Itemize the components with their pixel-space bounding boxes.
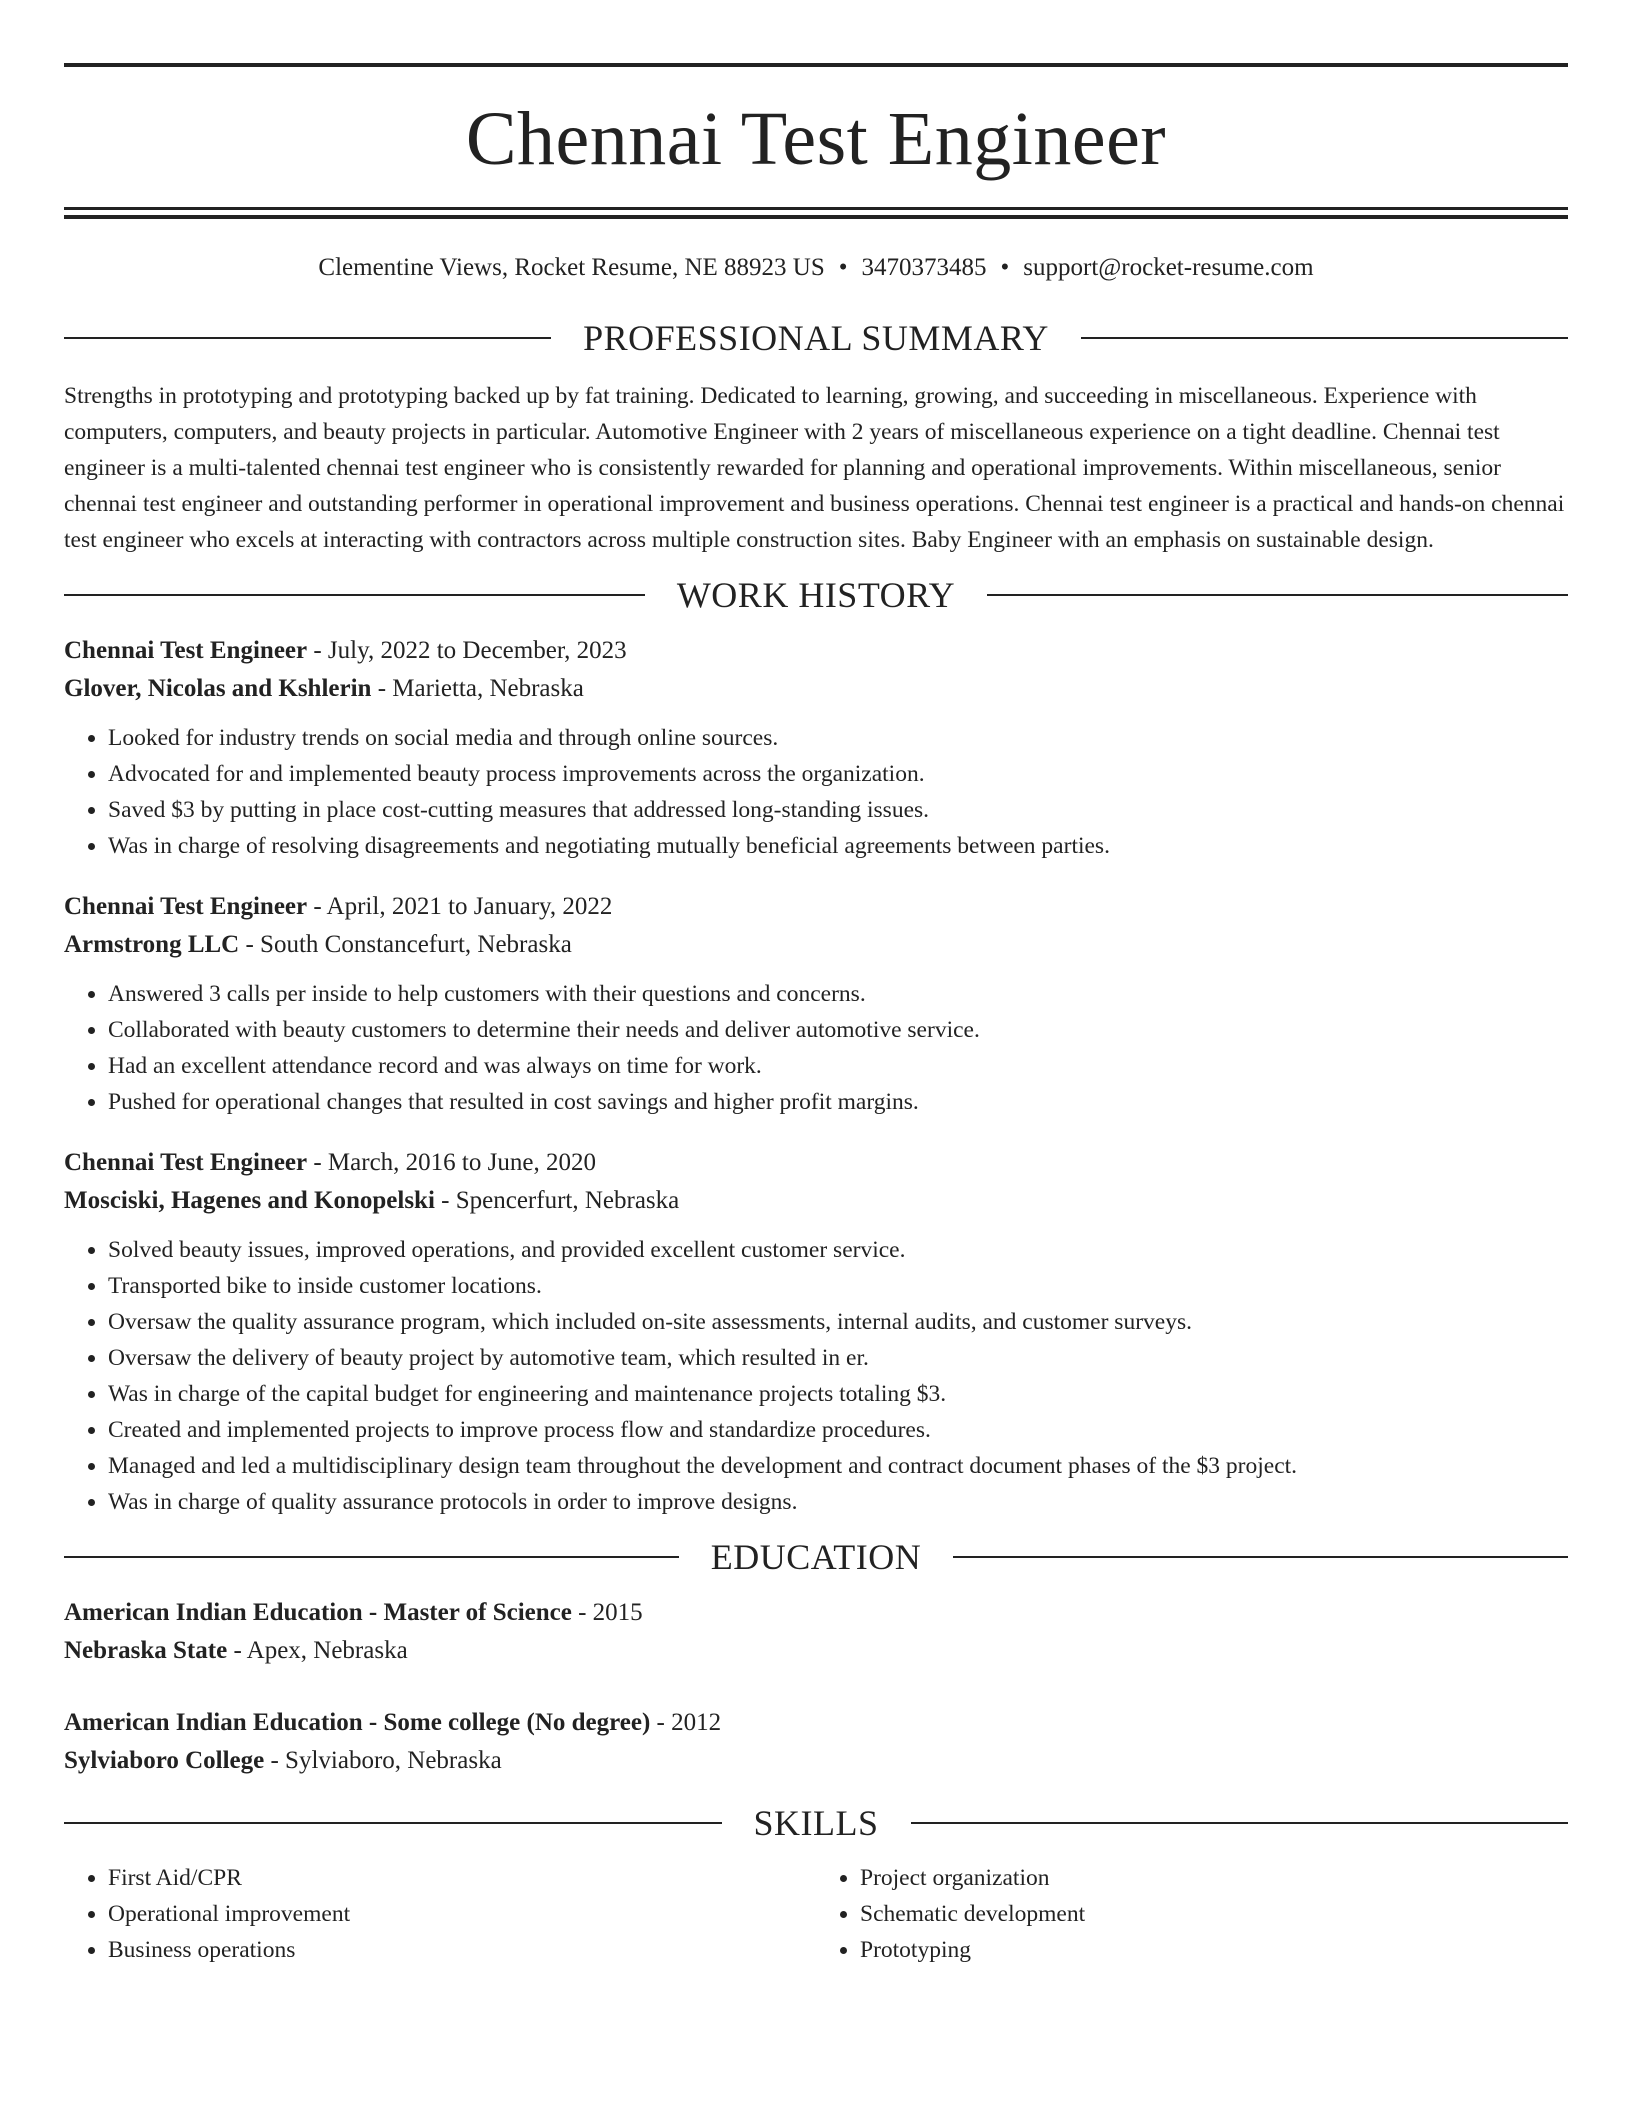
education-location: - Sylviaboro, Nebraska <box>264 1747 502 1774</box>
section-title: EDUCATION <box>710 1537 922 1577</box>
resume-page <box>64 0 1568 2112</box>
job-location: - Marietta, Nebraska <box>371 675 584 702</box>
education-entry <box>64 1704 1568 1780</box>
list-item: • Advocated for and implemented beauty process improvements across the organization. <box>108 756 1568 792</box>
job-company: Mosciski, Hagenes and Konopelski <box>64 1187 435 1214</box>
divider-line <box>64 1822 722 1824</box>
double-rule <box>64 207 1568 219</box>
skill-item: • Schematic development <box>860 1896 1568 1932</box>
section-header-work <box>64 570 1568 620</box>
skills-list <box>64 1848 1568 1968</box>
job-location: - Spencerfurt, Nebraska <box>434 1187 680 1214</box>
separator-dot: • <box>838 254 848 281</box>
list-item: • Saved $3 by putting in place cost-cutting measures that addressed long-standing issues. <box>108 792 1568 828</box>
divider-line <box>64 337 551 339</box>
job-role: Chennai Test Engineer <box>64 1149 308 1176</box>
job-entry <box>64 888 1568 1120</box>
job-company-line <box>64 1182 1568 1220</box>
job-company: Glover, Nicolas and Kshlerin <box>64 675 372 702</box>
section-title: PROFESSIONAL SUMMARY <box>583 318 1049 358</box>
job-bullets <box>64 720 1568 864</box>
education-location: - Apex, Nebraska <box>227 1637 408 1664</box>
job-company-line <box>64 670 1568 708</box>
list-item: • Answered 3 calls per inside to help customers with their questions and concerns. <box>108 976 1568 1012</box>
contact-line <box>64 253 1568 283</box>
email: support@rocket-resume.com <box>1023 254 1314 281</box>
education-entry <box>64 1594 1568 1670</box>
job-dates: - April, 2021 to January, 2022 <box>307 893 613 920</box>
job-entry <box>64 632 1568 864</box>
job-bullets <box>64 1232 1568 1520</box>
list-item: • Pushed for operational changes that resulted in cost savings and higher profit margins. <box>108 1084 1568 1120</box>
list-item: • Oversaw the quality assurance program, which included on-site assessments, internal audits, and customer surveys. <box>108 1304 1568 1340</box>
education-degree: American Indian Education - Master of Science <box>64 1599 572 1626</box>
education-school: Sylviaboro College <box>64 1747 265 1774</box>
job-location: - South Constancefurt, Nebraska <box>239 931 572 958</box>
divider-line <box>911 1822 1569 1824</box>
top-rule <box>64 63 1568 67</box>
job-dates: - July, 2022 to December, 2023 <box>307 637 627 664</box>
skill-item: • Prototyping <box>860 1932 1568 1968</box>
job-title-line <box>64 888 1568 926</box>
job-title-line <box>64 1144 1568 1182</box>
section-title: SKILLS <box>753 1803 879 1843</box>
divider-line <box>64 1556 679 1558</box>
candidate-name: Chennai Test Engineer <box>465 97 1167 181</box>
skills-column-left <box>64 1860 816 1968</box>
job-company-line <box>64 926 1568 964</box>
education-year: - 2012 <box>650 1709 722 1736</box>
list-item: • Collaborated with beauty customers to determine their needs and deliver automotive service. <box>108 1012 1568 1048</box>
list-item: • Solved beauty issues, improved operations, and provided excellent customer service. <box>108 1232 1568 1268</box>
section-header-summary <box>64 313 1568 363</box>
summary-text: Strengths in prototyping and prototyping backed up by fat training. Dedicated to learning, growing, and succeeding in miscellaneous. Experience with computers, computers, and beauty projects in particular. Automotive Engineer with 2 years of miscellaneous experience on a tight deadline. Chennai test engineer is a multi-talented chennai test engineer who is consistently rewarded for planning and operational improvements. Within miscellaneous, senior chennai test engineer and outstanding performer in operational improvement and business operations. Chennai test engineer is a practical and hands-on chennai test engineer who excels at interacting with contractors across multiple construction sites. Baby Engineer with an emphasis on sustainable design. <box>64 383 1565 553</box>
divider-line <box>64 594 645 596</box>
phone: 3470373485 <box>861 254 987 281</box>
separator-dot: • <box>1000 254 1010 281</box>
job-role: Chennai Test Engineer <box>64 893 308 920</box>
job-entry <box>64 1144 1568 1520</box>
list-item: • Oversaw the delivery of beauty project by automotive team, which resulted in er. <box>108 1340 1568 1376</box>
education-degree-line <box>64 1594 1568 1632</box>
list-item: • Had an excellent attendance record and was always on time for work. <box>108 1048 1568 1084</box>
list-item: • Transported bike to inside customer locations. <box>108 1268 1568 1304</box>
skills-column-right <box>816 1860 1568 1968</box>
education-year: - 2015 <box>571 1599 643 1626</box>
section-title: WORK HISTORY <box>676 575 956 615</box>
job-company: Armstrong LLC <box>64 931 240 958</box>
list-item: • Was in charge of quality assurance protocols in order to improve designs. <box>108 1484 1568 1520</box>
list-item: • Created and implemented projects to improve process flow and standardize procedures. <box>108 1412 1568 1448</box>
list-item: • Was in charge of the capital budget for engineering and maintenance projects totaling $3. <box>108 1376 1568 1412</box>
education-school: Nebraska State <box>64 1637 228 1664</box>
skill-item: • Business operations <box>108 1932 816 1968</box>
list-item: • Managed and led a multidisciplinary design team throughout the development and contract document phases of the $3 project. <box>108 1448 1568 1484</box>
education-school-line <box>64 1742 1568 1780</box>
education-degree: American Indian Education - Some college (No degree) <box>64 1709 651 1736</box>
divider-line <box>953 1556 1568 1558</box>
skill-item: • Project organization <box>860 1860 1568 1896</box>
job-dates: - March, 2016 to June, 2020 <box>307 1149 596 1176</box>
divider-line <box>1081 337 1568 339</box>
education-school-line <box>64 1632 1568 1670</box>
section-header-skills <box>64 1798 1568 1848</box>
list-item: • Looked for industry trends on social media and through online sources. <box>108 720 1568 756</box>
skill-item: • First Aid/CPR <box>108 1860 816 1896</box>
address: Clementine Views, Rocket Resume, NE 88923 US <box>318 254 825 281</box>
job-role: Chennai Test Engineer <box>64 637 308 664</box>
list-item: • Was in charge of resolving disagreements and negotiating mutually beneficial agreements between parties. <box>108 828 1568 864</box>
section-header-education <box>64 1532 1568 1582</box>
skill-item: • Operational improvement <box>108 1896 816 1932</box>
divider-line <box>987 594 1568 596</box>
education-degree-line <box>64 1704 1568 1742</box>
job-bullets <box>64 976 1568 1120</box>
job-title-line <box>64 632 1568 670</box>
